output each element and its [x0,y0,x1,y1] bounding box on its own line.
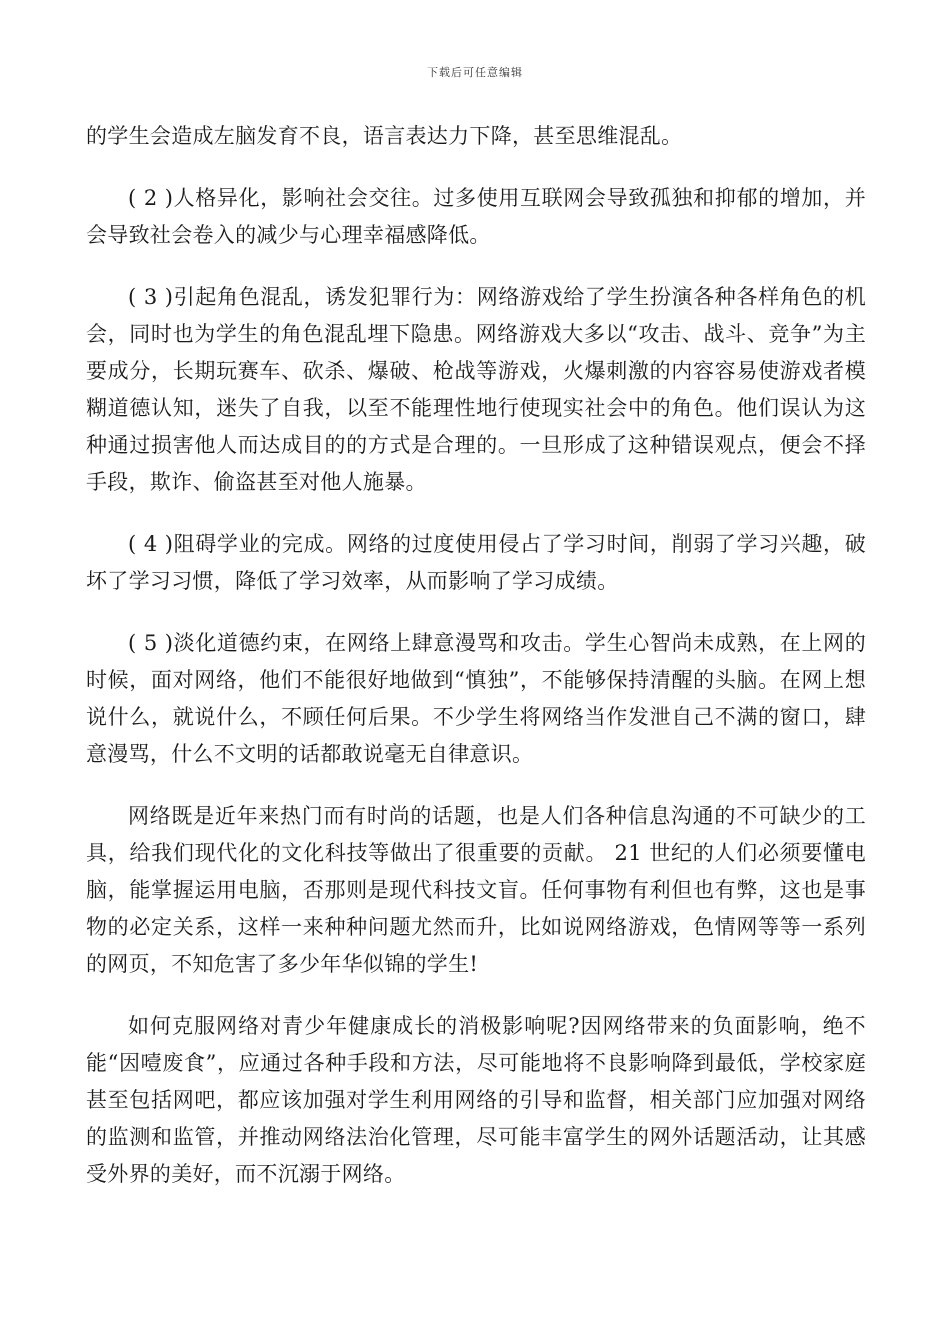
header-note: 下载后可任意编辑 [427,66,523,79]
paragraph: ( 2 )人格异化，影响社会交往。过多使用互联网会导致孤独和抑郁的增加，并会导致社会卷入的减少与心理幸福感降低。 [86,186,866,247]
paragraph: ( 4 )阻碍学业的完成。网络的过度使用侵占了学习时间，削弱了学习兴趣，破坏了学习习惯，降低了学习效率，从而影响了学习成绩。 [86,532,866,593]
paragraph: ( 3 )引起角色混乱，诱发犯罪行为：网络游戏给了学生扮演各种各样角色的机会，同时也为学生的角色混乱埋下隐患。网络游戏大多以“攻击、战斗、竞争”为主要成分，长期玩赛车、砍杀、爆破、枪战等游戏，火爆刺激的内容容易使游戏者模糊道德认知，迷失了自我，以至不能理性地行使现实社会中的角色。他们误认为这种通过损害他人而达成目的的方式是合理的。一旦形成了这种错误观点，便会不择手段，欺诈、偷盗甚至对他人施暴。 [86,285,866,494]
paragraph: 网络既是近年来热门而有时尚的话题，也是人们各种信息沟通的不可缺少的工具，给我们现代化的文化科技等做出了很重要的贡献。 21 世纪的人们必须要懂电脑，能掌握运用电脑，否那则是现代科技文盲。任何事物有利但也有弊，这也是事物的必定关系，这样一来种种问题尤然而升，比如说网络游戏，色情网等等一系列的网页，不知危害了多少年华似锦的学生! [86,804,866,976]
paragraph: 的学生会造成左脑发育不良，语言表达力下降，甚至思维混乱。 [86,124,683,148]
paragraph: 如何克服网络对青少年健康成长的消极影响呢?因网络带来的负面影响，绝不能“因噎废食”，应通过各种手段和方法，尽可能地将不良影响降到最低，学校家庭甚至包括网吧，都应该加强对学生利用网络的引导和监督，相关部门应加强对网络的监测和监管，并推动网络法治化管理，尽可能丰富学生的网外话题活动，让其感受外界的美好，而不沉溺于网络。 [86,1014,866,1186]
paragraph: ( 5 )淡化道德约束，在网络上肆意漫骂和攻击。学生心智尚未成熟，在上网的时候，面对网络，他们不能很好地做到“慎独”，不能够保持清醒的头脑。在网上想说什么，就说什么，不顾任何后果。不少学生将网络当作发泄自己不满的窗口，肆意漫骂，什么不文明的话都敢说毫无自律意识。 [86,631,866,766]
document-body [86,118,866,1218]
